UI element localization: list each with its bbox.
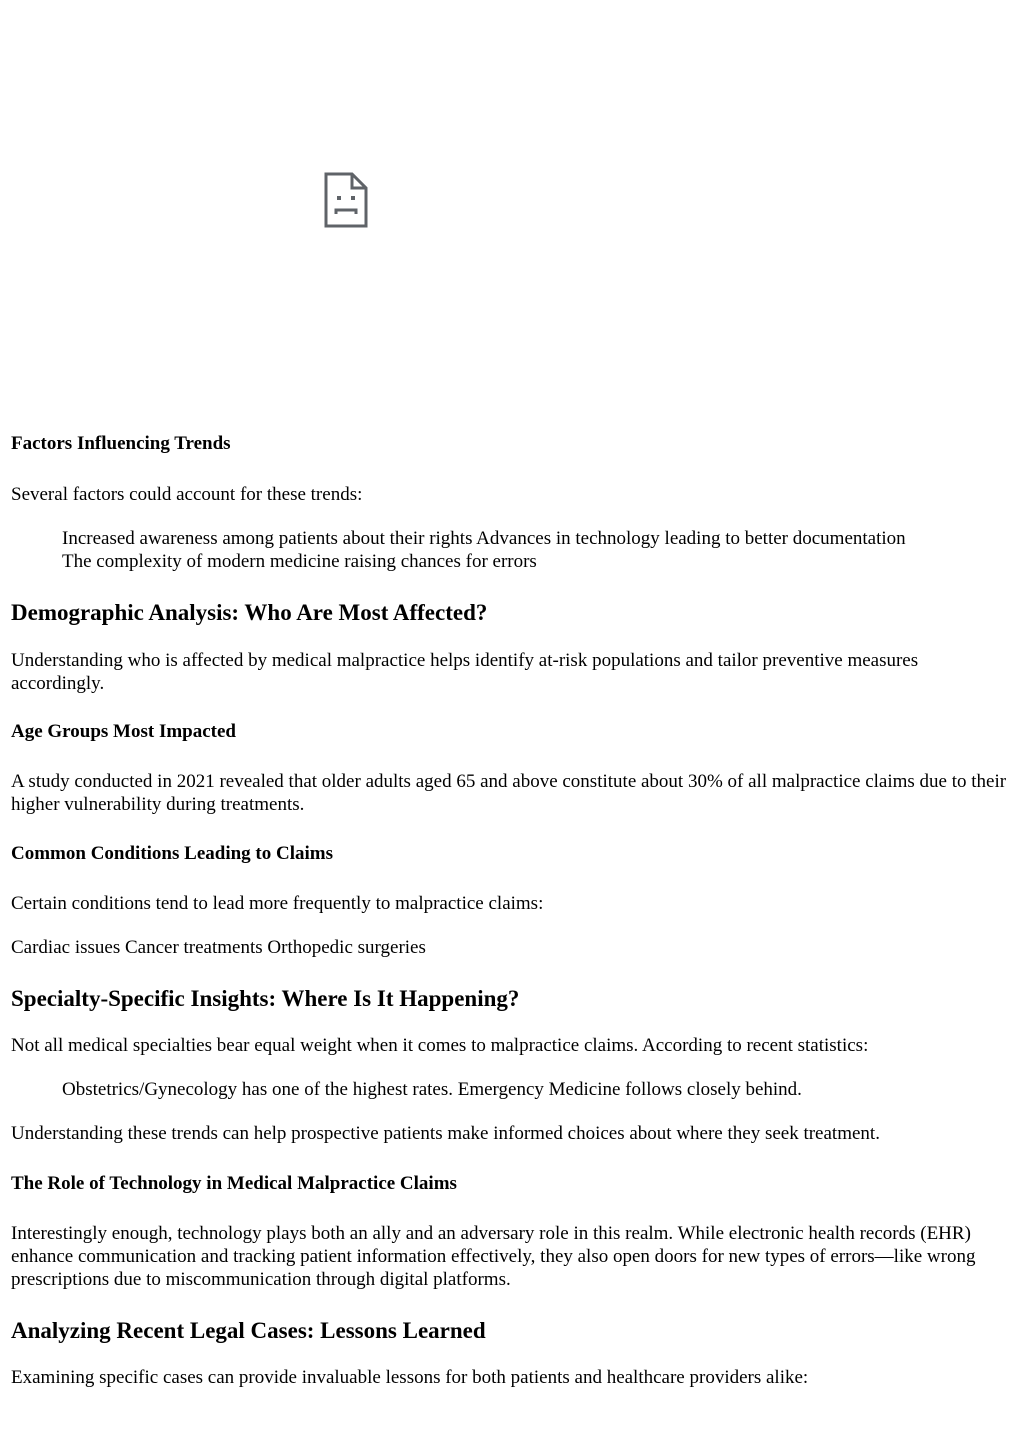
conditions-list: Cardiac issues Cancer treatments Orthopedic surgeries <box>11 937 426 958</box>
conditions-intro: Certain conditions tend to lead more frequently to malpractice claims: <box>11 893 544 914</box>
conditions-heading: Common Conditions Leading to Claims <box>11 843 333 864</box>
image-placeholder <box>10 10 680 390</box>
demographic-intro: Understanding who is affected by medical malpractice helps identify at-risk populations and tailor preventive measures accordingly. <box>11 650 919 694</box>
demographic-heading: Demographic Analysis: Who Are Most Affected? <box>11 600 488 625</box>
article-content <box>11 431 1011 1389</box>
broken-image-icon <box>324 172 368 228</box>
factors-heading: Factors Influencing Trends <box>11 433 231 454</box>
specialty-list: Obstetrics/Gynecology has one of the highest rates. Emergency Medicine follows closely behind. <box>62 1079 802 1100</box>
legal-heading: Analyzing Recent Legal Cases: Lessons Learned <box>11 1318 486 1343</box>
age-text: A study conducted in 2021 revealed that older adults aged 65 and above constitute about 30% of all malpractice claims due to their higher vulnerability during treatments. <box>11 771 1007 815</box>
age-heading: Age Groups Most Impacted <box>11 721 237 742</box>
factors-list <box>11 527 1011 573</box>
factors-list-line: Increased awareness among patients about their rights Advances in technology leading to better documentation <box>62 528 906 549</box>
specialty-outro: Understanding these trends can help prospective patients make informed choices about where they seek treatment. <box>11 1123 880 1144</box>
factors-list-line: The complexity of modern medicine raising chances for errors <box>62 551 537 572</box>
specialty-heading: Specialty-Specific Insights: Where Is It Happening? <box>11 986 520 1011</box>
technology-text: Interestingly enough, technology plays both an ally and an adversary role in this realm. While electronic health records (EHR) enhance communication and tracking patient information effectively, they also open doors for new types of errors—like wrong prescriptions due to miscommunication through digital platforms. <box>11 1223 976 1290</box>
legal-intro: Examining specific cases can provide invaluable lessons for both patients and healthcare providers alike: <box>11 1367 809 1388</box>
factors-intro: Several factors could account for these trends: <box>11 484 363 505</box>
specialty-intro: Not all medical specialties bear equal weight when it comes to malpractice claims. According to recent statistics: <box>11 1035 869 1056</box>
technology-heading: The Role of Technology in Medical Malpractice Claims <box>11 1173 457 1194</box>
